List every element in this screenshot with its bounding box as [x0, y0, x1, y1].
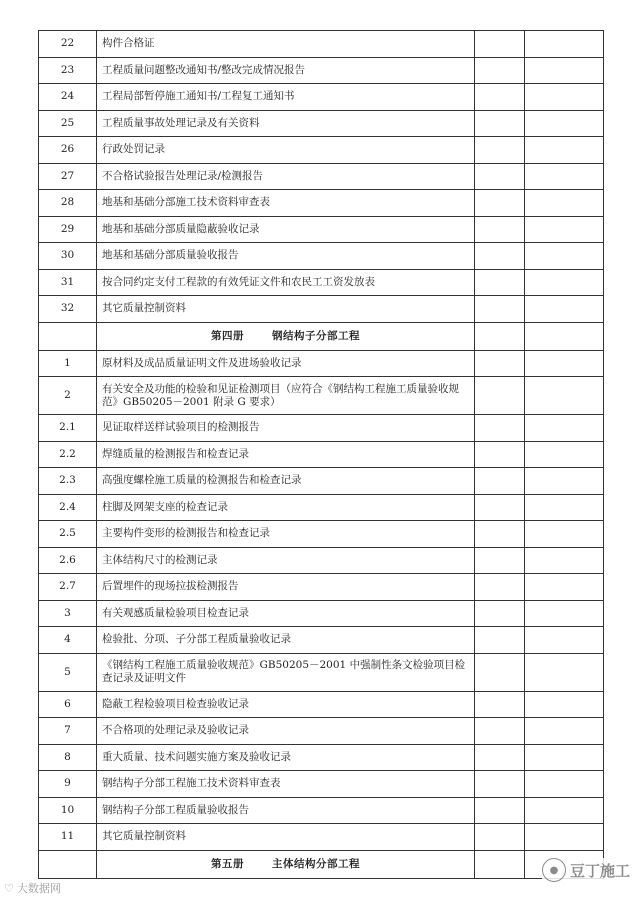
row-item-name: 不合格项的处理记录及验收记录: [97, 718, 475, 745]
row-number: 28: [39, 190, 97, 217]
row-item-name: 其它质量控制资料: [97, 296, 475, 323]
row-item-name: 有关观感质量检验项目检查记录: [97, 600, 475, 627]
table-row: [39, 521, 604, 548]
table-row: [39, 468, 604, 495]
table-row: [39, 627, 604, 654]
row-number: 6: [39, 691, 97, 718]
row-number: 2.4: [39, 494, 97, 521]
blank-cell: [525, 718, 604, 745]
table-row: [39, 547, 604, 574]
blank-cell: [525, 322, 604, 350]
row-item-name: 见证取样送样试验项目的检测报告: [97, 415, 475, 442]
row-item-name: 地基和基础分部施工技术资料审查表: [97, 190, 475, 217]
blank-cell: [525, 350, 604, 377]
row-item-name: 不合格试验报告处理记录/检测报告: [97, 163, 475, 190]
blank-cell: [525, 296, 604, 323]
row-number: 4: [39, 627, 97, 654]
blank-cell: [525, 744, 604, 771]
table-row: [39, 84, 604, 111]
table-row: [39, 163, 604, 190]
row-item-name: 有关安全及功能的检验和见证检测项目（应符合《钢结构工程施工质量验收规范》GB50205－2001 附录 G 要求）: [97, 377, 475, 415]
watermark-logo-icon: ♡: [4, 881, 14, 895]
row-number: 2.2: [39, 441, 97, 468]
blank-cell: [475, 415, 525, 442]
table-row: [39, 190, 604, 217]
table-row: [39, 691, 604, 718]
blank-cell: [475, 441, 525, 468]
table-row: [39, 797, 604, 824]
blank-cell: [525, 269, 604, 296]
row-number: 24: [39, 84, 97, 111]
blank-cell: [475, 110, 525, 137]
blank-cell: [525, 57, 604, 84]
blank-cell: [475, 243, 525, 270]
section-title: [97, 850, 475, 878]
row-item-name: 柱脚及网架支座的检查记录: [97, 494, 475, 521]
row-number: 22: [39, 31, 97, 58]
section-name: 主体结构分部工程: [272, 857, 360, 870]
table-row: [39, 110, 604, 137]
blank-cell: [475, 574, 525, 601]
blank-cell: [525, 600, 604, 627]
row-item-name: 主要构件变形的检测报告和检查记录: [97, 521, 475, 548]
row-item-name: 后置埋件的现场拉拔检测报告: [97, 574, 475, 601]
blank-cell: [475, 84, 525, 111]
row-item-name: 构件合格证: [97, 31, 475, 58]
row-item-name: 检验批、分项、子分部工程质量验收记录: [97, 627, 475, 654]
row-item-name: 《钢结构工程施工质量验收规范》GB50205－2001 中强制性条文检验项目检查记录及证明文件: [97, 653, 475, 691]
blank-cell: [475, 600, 525, 627]
blank-cell: [525, 216, 604, 243]
blank-cell: [525, 110, 604, 137]
row-number: 31: [39, 269, 97, 296]
blank-cell: [475, 850, 525, 878]
section-volume: 第四册: [211, 329, 244, 342]
blank-cell: [525, 771, 604, 798]
row-number: 10: [39, 797, 97, 824]
blank-cell: [525, 627, 604, 654]
row-number: 11: [39, 824, 97, 851]
table-row: [39, 718, 604, 745]
blank-cell: [525, 521, 604, 548]
row-number: 2.3: [39, 468, 97, 495]
blank-cell: [475, 627, 525, 654]
row-item-name: 焊缝质量的检测报告和检查记录: [97, 441, 475, 468]
blank-cell: [475, 521, 525, 548]
blank-cell: [475, 547, 525, 574]
row-item-name: 工程局部暂停施工通知书/工程复工通知书: [97, 84, 475, 111]
table-row: [39, 574, 604, 601]
table-row: [39, 771, 604, 798]
row-number: 9: [39, 771, 97, 798]
blank-cell: [525, 441, 604, 468]
blank-cell: [525, 547, 604, 574]
blank-cell: [525, 468, 604, 495]
document-table: [38, 30, 604, 879]
table-row: [39, 600, 604, 627]
blank-cell: [475, 216, 525, 243]
blank-cell: [525, 415, 604, 442]
blank-cell: [475, 653, 525, 691]
section-volume: 第五册: [211, 857, 244, 870]
blank-cell: [475, 269, 525, 296]
table-row: [39, 494, 604, 521]
table-row: [39, 824, 604, 851]
blank-cell: [525, 653, 604, 691]
blank-cell: [475, 718, 525, 745]
table-row: [39, 296, 604, 323]
row-item-name: 工程质量问题整改通知书/整改完成情况报告: [97, 57, 475, 84]
blank-cell: [475, 296, 525, 323]
blank-cell: [475, 771, 525, 798]
row-number: 25: [39, 110, 97, 137]
row-number: 26: [39, 137, 97, 164]
watermark-right: [542, 858, 630, 882]
blank-cell: [475, 824, 525, 851]
table-row: [39, 31, 604, 58]
blank-cell: [475, 691, 525, 718]
blank-cell: [525, 691, 604, 718]
row-item-name: 原材料及成品质量证明文件及进场验收记录: [97, 350, 475, 377]
section-title: [97, 322, 475, 350]
row-item-name: 其它质量控制资料: [97, 824, 475, 851]
row-number: 2.7: [39, 574, 97, 601]
blank-cell: [525, 243, 604, 270]
blank-cell: [475, 163, 525, 190]
row-number: 2.1: [39, 415, 97, 442]
blank-cell: [525, 824, 604, 851]
row-item-name: 工程质量事故处理记录及有关资料: [97, 110, 475, 137]
blank-cell: [39, 850, 97, 878]
table-row: [39, 415, 604, 442]
blank-cell: [525, 137, 604, 164]
row-item-name: 钢结构子分部工程施工技术资料审查表: [97, 771, 475, 798]
blank-cell: [475, 350, 525, 377]
blank-cell: [475, 494, 525, 521]
blank-cell: [475, 468, 525, 495]
row-item-name: 地基和基础分部质量验收报告: [97, 243, 475, 270]
row-item-name: 地基和基础分部质量隐蔽验收记录: [97, 216, 475, 243]
row-number: 1: [39, 350, 97, 377]
blank-cell: [475, 137, 525, 164]
watermark-left: [4, 880, 61, 896]
row-number: 2: [39, 377, 97, 415]
row-item-name: 行政处罚记录: [97, 137, 475, 164]
row-number: 32: [39, 296, 97, 323]
blank-cell: [475, 31, 525, 58]
row-number: 7: [39, 718, 97, 745]
section-header-row: [39, 322, 604, 350]
blank-cell: [525, 377, 604, 415]
table-row: [39, 57, 604, 84]
table-row: [39, 441, 604, 468]
section-name: 钢结构子分部工程: [272, 329, 360, 342]
table-row: [39, 653, 604, 691]
table-row: [39, 137, 604, 164]
watermark-right-text: 豆丁施工: [569, 861, 630, 880]
row-item-name: 主体结构尺寸的检测记录: [97, 547, 475, 574]
table-row: [39, 216, 604, 243]
blank-cell: [525, 163, 604, 190]
row-item-name: 按合同约定支付工程款的有效凭证文件和农民工工资发放表: [97, 269, 475, 296]
row-number: 2.6: [39, 547, 97, 574]
table-row: [39, 377, 604, 415]
row-item-name: 钢结构子分部工程质量验收报告: [97, 797, 475, 824]
row-number: 27: [39, 163, 97, 190]
wechat-logo-icon: ●: [542, 858, 566, 882]
blank-cell: [39, 322, 97, 350]
blank-cell: [475, 797, 525, 824]
row-number: 3: [39, 600, 97, 627]
row-item-name: 重大质量、技术问题实施方案及验收记录: [97, 744, 475, 771]
blank-cell: [475, 57, 525, 84]
table-row: [39, 744, 604, 771]
blank-cell: [475, 377, 525, 415]
row-item-name: 高强度螺栓施工质量的检测报告和检查记录: [97, 468, 475, 495]
table-row: [39, 269, 604, 296]
blank-cell: [525, 494, 604, 521]
blank-cell: [525, 797, 604, 824]
blank-cell: [475, 322, 525, 350]
row-number: 29: [39, 216, 97, 243]
row-item-name: 隐蔽工程检验项目检查验收记录: [97, 691, 475, 718]
section-header-row: [39, 850, 604, 878]
row-number: 5: [39, 653, 97, 691]
blank-cell: [525, 31, 604, 58]
watermark-left-text: 大数据网: [16, 882, 61, 895]
row-number: 8: [39, 744, 97, 771]
blank-cell: [525, 574, 604, 601]
row-number: 2.5: [39, 521, 97, 548]
table-row: [39, 243, 604, 270]
blank-cell: [475, 190, 525, 217]
blank-cell: [525, 84, 604, 111]
table-row: [39, 350, 604, 377]
blank-cell: [525, 190, 604, 217]
row-number: 30: [39, 243, 97, 270]
blank-cell: [475, 744, 525, 771]
row-number: 23: [39, 57, 97, 84]
